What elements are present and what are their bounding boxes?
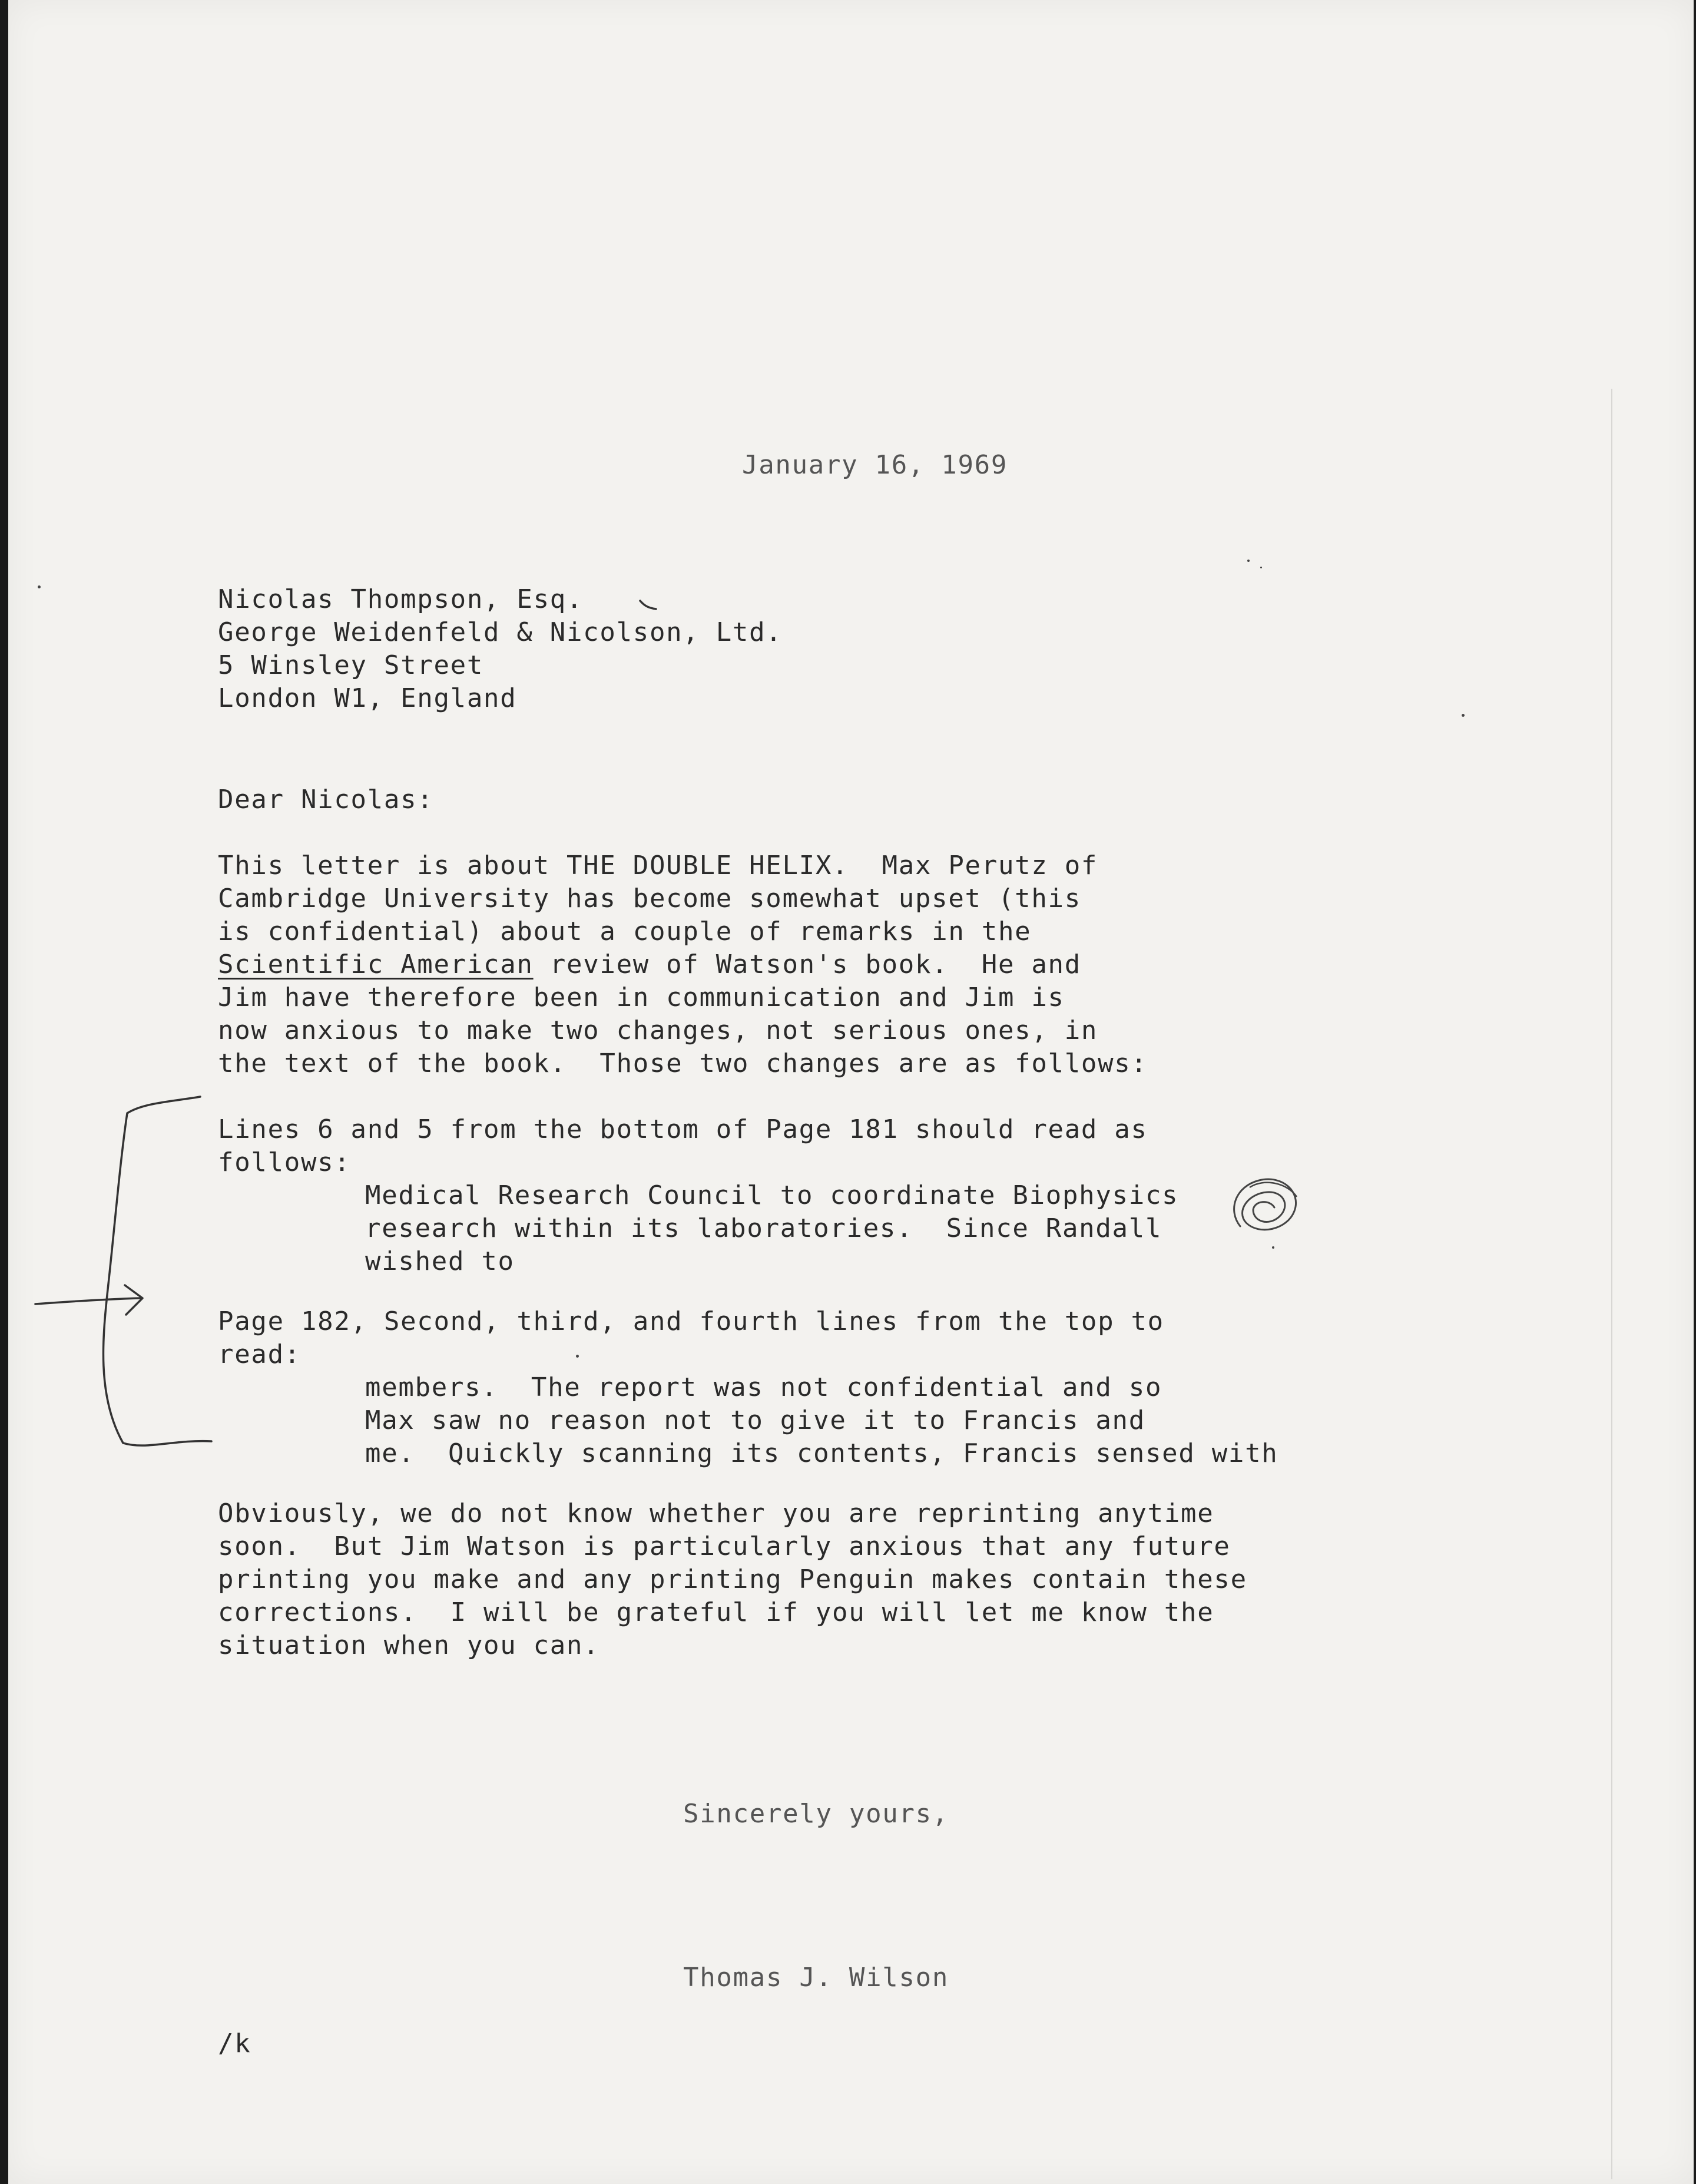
paper-speck — [1247, 560, 1250, 562]
paragraph-1-line-2: Cambridge University has become somewhat upset (this — [218, 883, 1081, 914]
paragraph-1-line-4 — [218, 948, 1081, 981]
recipient-name: Nicolas Thompson, Esq. — [218, 584, 584, 614]
paper-speck — [1462, 714, 1465, 717]
recipient-company: George Weidenfeld & Nicolson, Ltd. — [218, 617, 783, 647]
pen-tick-mark-icon — [638, 596, 660, 614]
typist-initials: /k — [218, 2029, 251, 2059]
correction-1-quote-1: Medical Research Council to coordinate Biophysics — [365, 1180, 1179, 1210]
closing: Sincerely yours, — [683, 1799, 949, 1829]
paper-speck — [1260, 567, 1262, 568]
paragraph-2-line-2: soon. But Jim Watson is particularly anxious that any future — [218, 1531, 1231, 1561]
correction-2-line-1: Page 182, Second, third, and fourth lines from the top to — [218, 1306, 1164, 1336]
salutation: Dear Nicolas: — [218, 785, 434, 815]
paper-speck — [38, 585, 41, 588]
handwritten-bracket-arrow-icon — [26, 1090, 214, 1478]
paragraph-1-line-4-rest: review of Watson's book. He and — [533, 949, 1081, 980]
correction-2-quote-2: Max saw no reason not to give it to Francis and — [365, 1405, 1145, 1435]
page-edge-line — [1611, 389, 1612, 2179]
letter-page — [8, 0, 1694, 2184]
paragraph-2-line-5: situation when you can. — [218, 1630, 600, 1660]
paragraph-2-line-4: corrections. I will be grateful if you will let me know the — [218, 1597, 1214, 1627]
recipient-street: 5 Winsley Street — [218, 650, 484, 680]
correction-2-quote-3: me. Quickly scanning its contents, Francis sensed with — [365, 1438, 1278, 1468]
paragraph-1-line-6: now anxious to make two changes, not serious ones, in — [218, 1015, 1098, 1045]
signature-name: Thomas J. Wilson — [683, 1963, 949, 1993]
paragraph-1-line-3: is confidential) about a couple of remarks in the — [218, 916, 1032, 947]
correction-1-quote-3: wished to — [365, 1246, 515, 1276]
correction-1-quote-2: research within its laboratories. Since Randall — [365, 1213, 1162, 1243]
correction-1-line-2: follows: — [218, 1147, 351, 1177]
correction-2-quote-1: members. The report was not confidential and so — [365, 1372, 1162, 1402]
correction-1-line-1: Lines 6 and 5 from the bottom of Page 181 should read as — [218, 1114, 1148, 1144]
underlined-publication-title: Scientific American — [218, 949, 534, 980]
scribble-doodle-icon — [1223, 1169, 1311, 1245]
correction-2-line-2: read: — [218, 1339, 301, 1369]
letter-date: January 16, 1969 — [742, 450, 1008, 480]
paragraph-1-line-5: Jim have therefore been in communication and Jim is — [218, 982, 1065, 1012]
recipient-city: London W1, England — [218, 683, 517, 713]
paragraph-2-line-1: Obviously, we do not know whether you are reprinting anytime — [218, 1498, 1214, 1528]
paragraph-2-line-3: printing you make and any printing Penguin makes contain these — [218, 1564, 1247, 1594]
paragraph-1-line-1: This letter is about THE DOUBLE HELIX. Max Perutz of — [218, 851, 1098, 881]
paper-speck — [1272, 1246, 1274, 1249]
paper-speck — [576, 1355, 579, 1358]
paragraph-1-line-7: the text of the book. Those two changes are as follows: — [218, 1048, 1148, 1078]
